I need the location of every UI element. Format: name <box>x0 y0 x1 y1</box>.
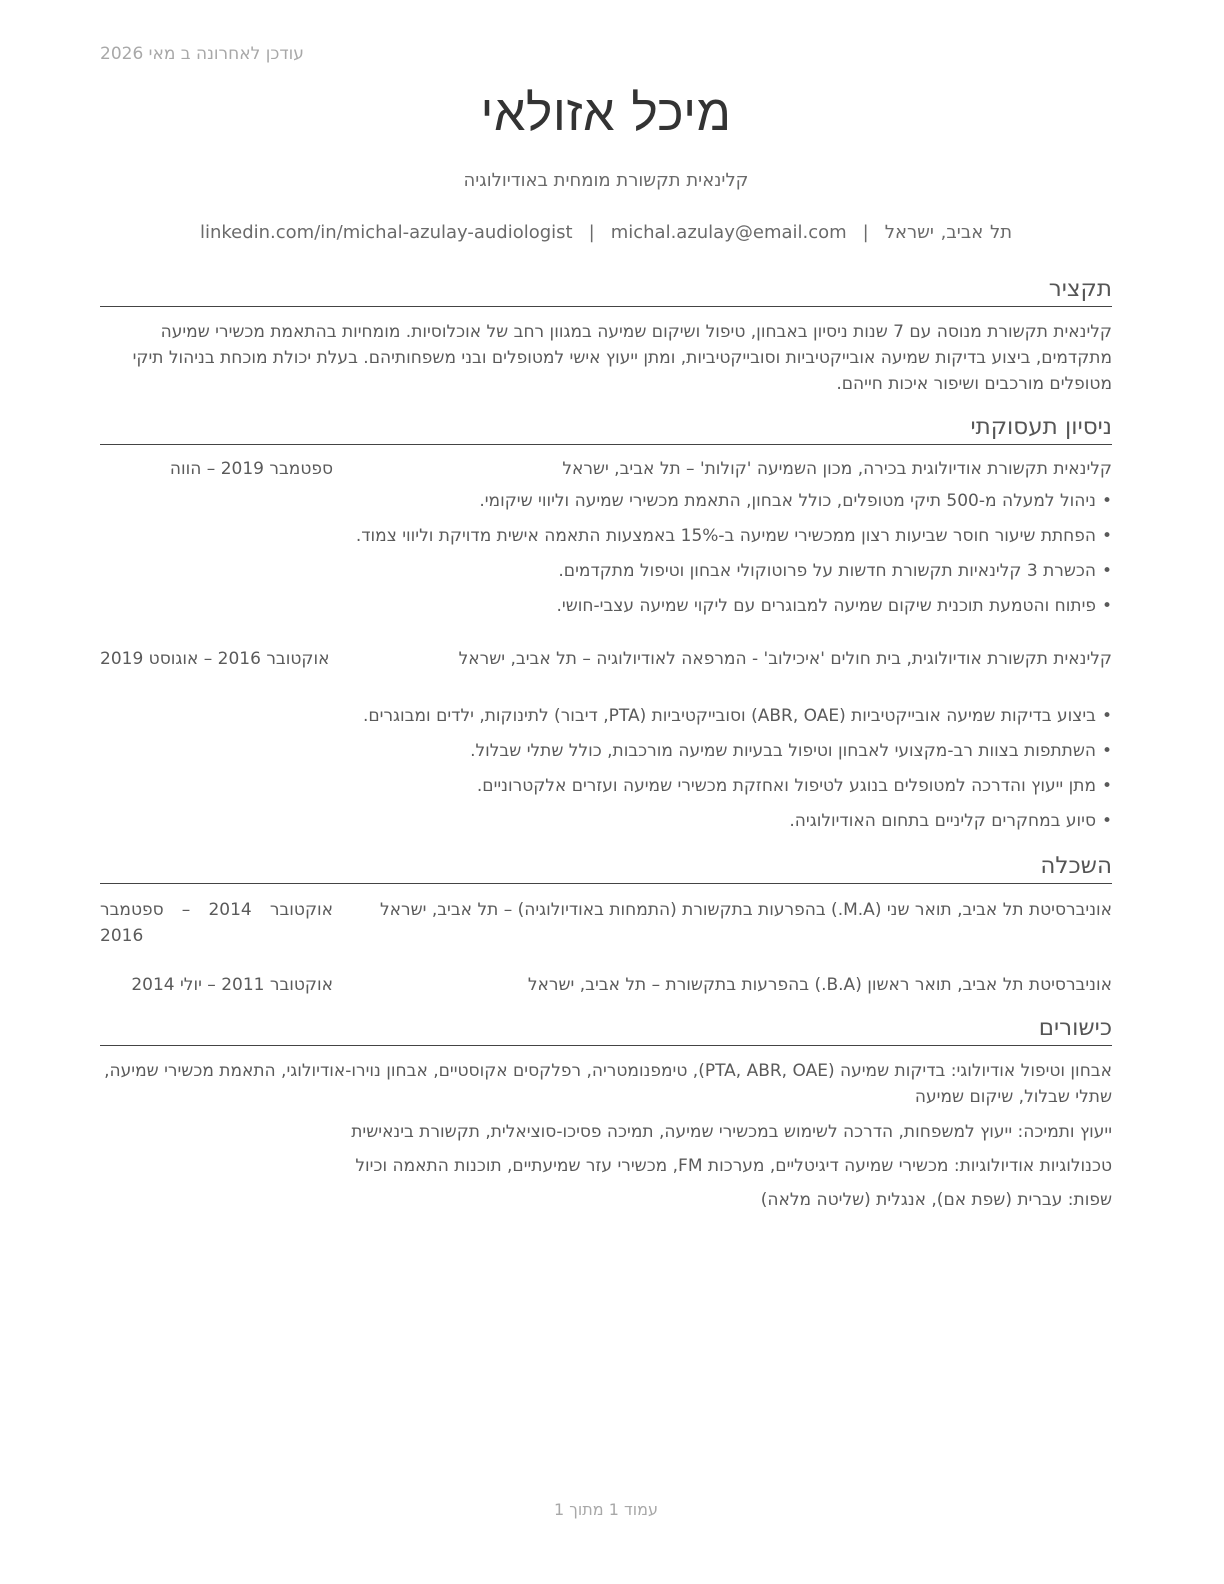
summary-text: קלינאית תקשורת מנוסה עם 7 שנות ניסיון באבחון, טיפול ושיקום שמיעה במגוון רחב של אוכלוסיות. מומחיות בהתאמת מכשירי שמיעה מתקדמים, ביצוע בדיקות שמיעה אובייקטיביות וסובייקטיביות, ומתן ייעוץ אישי למטופלים ובני משפחותיהם. בעלת יכולת מוכחת בניהול תיקי מטופלים מורכבים ושיפור איכות חייהם. <box>132 322 1112 394</box>
skill-line: אבחון וטיפול אודיולוגי: בדיקות שמיעה (PTA, ABR, OAE), טימפנומטריה, רפלקסים אקוסטיים, אבחון נוירו-אודיולוגי, התאמת מכשירי שמיעה, שתלי שבלול, שיקום שמיעה <box>104 1061 1112 1107</box>
skill-line: שפות: עברית (שפת אם), אנגלית (שליטה מלאה) <box>760 1190 1112 1210</box>
job-bullet: • הפחתת שיעור חוסר שביעות רצון ממכשירי שמיעה ב-15% באמצעות התאמה אישית מדויקת וליווי צמוד. <box>100 523 1112 558</box>
candidate-title: קלינאית תקשורת מומחית באודיולוגיה <box>463 170 749 191</box>
education-degree: אוניברסיטת תל אביב, תואר שני (M.A.) בהפרעות בתקשורת (התמחות באודיולוגיה) – תל אביב, ישראל <box>379 900 1112 920</box>
education-degree: אוניברסיטת תל אביב, תואר ראשון (B.A.) בהפרעות בתקשורת – תל אביב, ישראל <box>527 975 1112 995</box>
job-bullet: • הכשרת 3 קלינאיות תקשורת חדשות על פרוטוקולי אבחון וטיפול מתקדמים. <box>100 558 1112 593</box>
contact-line <box>100 222 1112 243</box>
skills-heading: כישורים <box>100 1013 1112 1046</box>
job-dates: ספטמבר 2019 – הווה <box>169 459 333 479</box>
job-bullet: • סיוע במחקרים קליניים בתחום האודיולוגיה. <box>100 808 1112 843</box>
education-dates: אוקטובר 2011 – יולי 2014 <box>131 975 333 995</box>
candidate-name: מיכל אזולאי <box>480 84 732 142</box>
job-bullet: • השתתפות בצוות רב-מקצועי לאבחון וטיפול בבעיות שמיעה מורכבות, כולל שתלי שבלול. <box>100 738 1112 773</box>
contact-separator: | <box>588 222 595 243</box>
experience-heading: ניסיון תעסוקתי <box>100 412 1112 445</box>
bullet-dot-icon: • <box>1101 741 1112 761</box>
job-bullets <box>100 703 1112 843</box>
contact-location: תל אביב, ישראל <box>884 222 1013 243</box>
bullet-dot-icon: • <box>1101 491 1112 511</box>
skill-line: טכנולוגיות אודיולוגיות: מכשירי שמיעה דיגיטליים, מערכות FM, מכשירי עזר שמיעתיים, תוכנות התאמה וכיול <box>355 1156 1112 1176</box>
skill-line: ייעוץ ותמיכה: ייעוץ למשפחות, הדרכה לשימוש במכשירי שמיעה, תמיכה פסיכו-סוציאלית, תקשורת בינאישית <box>351 1122 1112 1142</box>
job-bullet: • מתן ייעוץ והדרכה למטופלים בנוגע לטיפול ואחזקת מכשירי שמיעה ועזרים אלקטרוניים. <box>100 773 1112 808</box>
contact-separator: | <box>862 222 869 243</box>
last-updated-note: עודכן לאחרונה ב מאי 2026 <box>100 44 304 64</box>
job-bullet: • פיתוח והטמעת תוכנית שיקום שמיעה למבוגרים עם ליקוי שמיעה עצבי-חושי. <box>100 593 1112 628</box>
bullet-dot-icon: • <box>1101 706 1112 726</box>
job-dates: אוקטובר 2016 – אוגוסט 2019 <box>100 649 330 669</box>
education-heading: השכלה <box>100 851 1112 884</box>
bullet-dot-icon: • <box>1101 811 1112 831</box>
resume-page <box>100 0 1112 1584</box>
education-dates: אוקטובר 2014 – ספטמבר 2016 <box>100 900 334 946</box>
contact-email[interactable]: michal.azulay@email.com <box>610 222 847 243</box>
page-number: עמוד 1 מתוך 1 <box>554 1500 658 1519</box>
bullet-dot-icon: • <box>1101 596 1112 616</box>
summary-heading: תקציר <box>100 274 1112 307</box>
bullet-dot-icon: • <box>1101 561 1112 581</box>
job-role: קלינאית תקשורת אודיולוגית בכירה, מכון השמיעה 'קולות' – תל אביב, ישראל <box>562 459 1112 479</box>
bullet-dot-icon: • <box>1101 776 1112 796</box>
job-bullets <box>100 488 1112 628</box>
job-role: קלינאית תקשורת אודיולוגית, בית חולים 'איכילוב' - המרפאה לאודיולוגיה – תל אביב, ישראל <box>458 649 1112 669</box>
bullet-dot-icon: • <box>1101 526 1112 546</box>
job-bullet: • ניהול למעלה מ-500 תיקי מטופלים, כולל אבחון, התאמת מכשירי שמיעה וליווי שיקומי. <box>100 488 1112 523</box>
job-bullet: • ביצוע בדיקות שמיעה אובייקטיביות (ABR, OAE) וסובייקטיביות (PTA, דיבור) לתינוקות, ילדים ומבוגרים. <box>100 703 1112 738</box>
contact-linkedin[interactable]: linkedin.com/in/michal-azulay-audiologist <box>199 222 573 243</box>
